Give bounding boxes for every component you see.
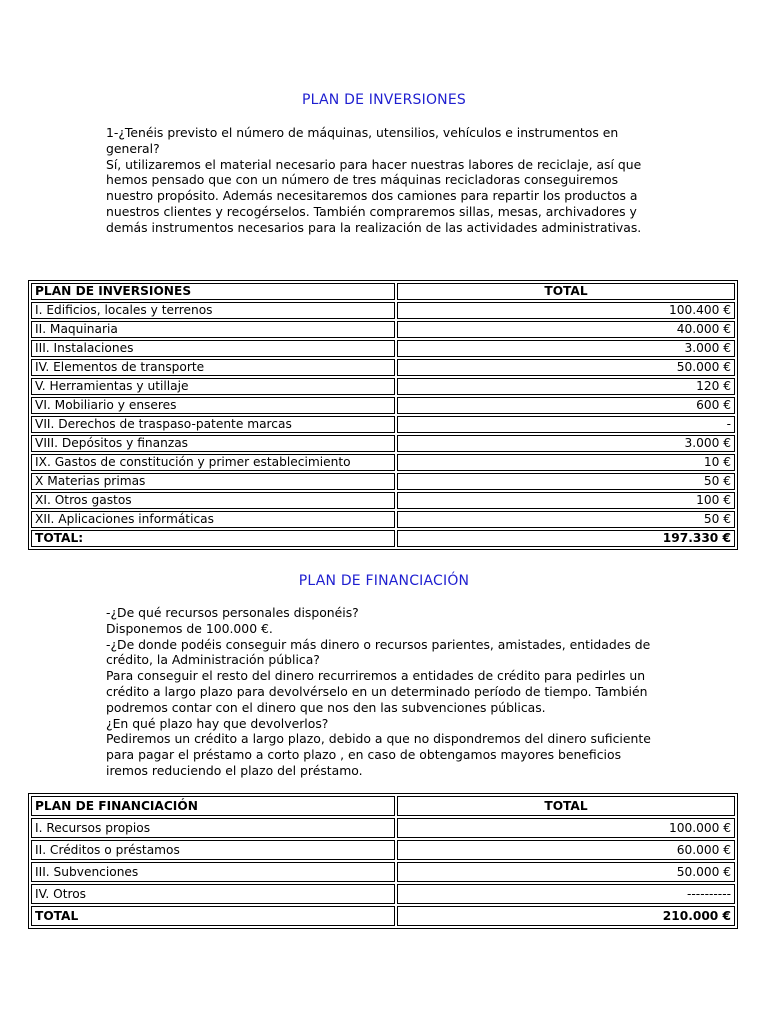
- row-value: ----------: [397, 884, 735, 904]
- row-label: V. Herramientas y utillaje: [31, 378, 395, 395]
- row-value: 3.000 €: [397, 435, 735, 452]
- table-row: [31, 862, 735, 882]
- total-value: 197.330 €: [397, 530, 735, 547]
- header-total-cell: TOTAL: [397, 283, 735, 300]
- table-row: [31, 416, 735, 433]
- table-row: [31, 397, 735, 414]
- row-value: 100.400 €: [397, 302, 735, 319]
- row-label: II. Maquinaria: [31, 321, 395, 338]
- row-value: -: [397, 416, 735, 433]
- paragraph-line: general?: [106, 140, 160, 156]
- header-label-cell: PLAN DE FINANCIACIÓN: [31, 796, 395, 816]
- row-value: 120 €: [397, 378, 735, 395]
- paragraph-line: demás instrumentos necesarios para la realización de las actividades administrativas.: [106, 219, 642, 235]
- total-label: TOTAL:: [31, 530, 395, 547]
- table-row: [31, 359, 735, 376]
- paragraph-line: iremos reduciendo el plazo del préstamo.: [106, 762, 363, 778]
- row-label: II. Créditos o préstamos: [31, 840, 395, 860]
- row-label: VIII. Depósitos y finanzas: [31, 435, 395, 452]
- paragraph-line: crédito a largo plazo para devolvérselo en un determinado período de tiempo. También: [106, 683, 648, 699]
- row-value: 60.000 €: [397, 840, 735, 860]
- paragraph-line: nuestro propósito. Además necesitaremos dos camiones para repartir los productos a: [106, 188, 638, 204]
- table-total-row: [31, 906, 735, 926]
- total-value: 210.000 €: [397, 906, 735, 926]
- row-label: IV. Otros: [31, 884, 395, 904]
- investment-plan-title: PLAN DE INVERSIONES: [302, 92, 466, 108]
- financing-paragraph: [106, 605, 666, 779]
- paragraph-line: hemos pensado que con un número de tres máquinas recicladoras conseguiremos: [106, 172, 619, 188]
- row-value: 3.000 €: [397, 340, 735, 357]
- table-row: [31, 492, 735, 509]
- header-label-cell: PLAN DE INVERSIONES: [31, 283, 395, 300]
- paragraph-line: Sí, utilizaremos el material necesario para hacer nuestras labores de reciclaje, así que: [106, 156, 642, 172]
- paragraph-line: -¿De donde podéis conseguir más dinero o recursos parientes, amistades, entidades de: [106, 636, 651, 652]
- table-row: [31, 321, 735, 338]
- table-header-row: [31, 283, 735, 300]
- header-total-cell: TOTAL: [397, 796, 735, 816]
- paragraph-line: 1-¿Tenéis previsto el número de máquinas, utensilios, vehículos e instrumentos en: [106, 125, 619, 140]
- row-value: 50 €: [397, 473, 735, 490]
- investment-table: [28, 280, 738, 550]
- financing-table: [28, 793, 738, 929]
- row-value: 50 €: [397, 511, 735, 528]
- row-value: 600 €: [397, 397, 735, 414]
- paragraph-line: ¿En qué plazo hay que devolverlos?: [106, 715, 329, 731]
- paragraph-line: podremos contar con el dinero que nos den las subvenciones públicas.: [106, 699, 546, 715]
- table-row: [31, 302, 735, 319]
- paragraph-line: Para conseguir el resto del dinero recurriremos a entidades de crédito para pedirles un: [106, 668, 646, 684]
- row-label: I. Recursos propios: [31, 818, 395, 838]
- table-total-row: [31, 530, 735, 547]
- row-value: 10 €: [397, 454, 735, 471]
- paragraph-line: Pediremos un crédito a largo plazo, debido a que no dispondremos del dinero suficiente: [106, 731, 651, 747]
- row-value: 50.000 €: [397, 862, 735, 882]
- table-row: [31, 473, 735, 490]
- paragraph-line: nuestros clientes y recogérselos. También compraremos sillas, mesas, archivadores y: [106, 203, 637, 219]
- row-value: 40.000 €: [397, 321, 735, 338]
- table-row: [31, 435, 735, 452]
- row-value: 100 €: [397, 492, 735, 509]
- row-label: I. Edificios, locales y terrenos: [31, 302, 395, 319]
- row-label: X Materias primas: [31, 473, 395, 490]
- row-label: III. Subvenciones: [31, 862, 395, 882]
- row-label: IX. Gastos de constitución y primer establecimiento: [31, 454, 395, 471]
- row-value: 50.000 €: [397, 359, 735, 376]
- row-label: XII. Aplicaciones informáticas: [31, 511, 395, 528]
- table-row: [31, 884, 735, 904]
- table-row: [31, 454, 735, 471]
- row-label: XI. Otros gastos: [31, 492, 395, 509]
- paragraph-line: para pagar el préstamo a corto plazo , en caso de obtengamos mayores beneficios: [106, 747, 622, 763]
- row-label: IV. Elementos de transporte: [31, 359, 395, 376]
- row-label: III. Instalaciones: [31, 340, 395, 357]
- paragraph-line: crédito, la Administración pública?: [106, 652, 320, 668]
- table-row: [31, 818, 735, 838]
- table-row: [31, 340, 735, 357]
- row-label: VII. Derechos de traspaso-patente marcas: [31, 416, 395, 433]
- table-row: [31, 511, 735, 528]
- investment-paragraph: [106, 125, 666, 236]
- paragraph-line: -¿De qué recursos personales disponéis?: [106, 605, 359, 620]
- financing-plan-title: PLAN DE FINANCIACIÓN: [298, 573, 470, 589]
- table-header-row: [31, 796, 735, 816]
- table-row: [31, 378, 735, 395]
- paragraph-line: Disponemos de 100.000 €.: [106, 620, 273, 636]
- total-label: TOTAL: [31, 906, 395, 926]
- table-row: [31, 840, 735, 860]
- row-label: VI. Mobiliario y enseres: [31, 397, 395, 414]
- row-value: 100.000 €: [397, 818, 735, 838]
